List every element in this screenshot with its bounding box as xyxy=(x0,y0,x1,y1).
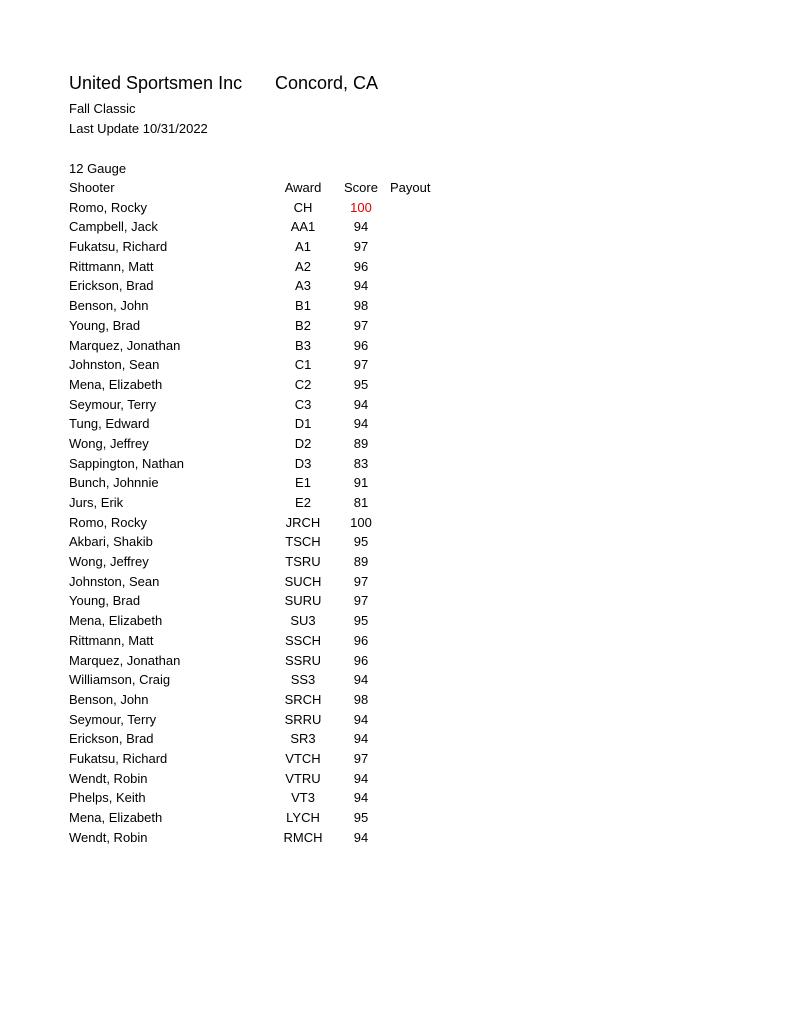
award-code: AA1 xyxy=(290,219,316,235)
score-value: 98 xyxy=(353,298,369,314)
title-line xyxy=(69,73,379,99)
shooter-name: Mena, Elizabeth xyxy=(69,810,163,825)
award-code: SS3 xyxy=(290,672,316,688)
score-value: 97 xyxy=(353,239,369,255)
award-code: VTCH xyxy=(285,750,321,766)
shooter-name: Marquez, Jonathan xyxy=(69,337,181,353)
award-code: B1 xyxy=(295,298,311,314)
score-value: 83 xyxy=(353,455,369,471)
shooter-name: Young, Brad xyxy=(69,317,141,333)
score-value: 94 xyxy=(353,711,369,727)
shooter-name: Wong, Jeffrey xyxy=(69,554,149,570)
column-header-award: Award xyxy=(284,180,322,195)
award-code: SUCH xyxy=(284,573,322,589)
shooter-name: Bunch, Johnnie xyxy=(69,475,159,491)
score-value: 94 xyxy=(353,396,369,412)
award-code: VTRU xyxy=(285,770,321,786)
award-code: E2 xyxy=(295,495,311,510)
column-header-payout: Payout xyxy=(390,180,431,195)
award-code: TSRU xyxy=(285,554,321,570)
shooter-name: Seymour, Terry xyxy=(69,396,157,412)
score-value: 94 xyxy=(353,731,369,747)
shooter-name: Mena, Elizabeth xyxy=(69,613,163,629)
shooter-name: Akbari, Shakib xyxy=(69,534,153,550)
award-code: VT3 xyxy=(291,790,315,806)
score-value: 96 xyxy=(353,632,369,648)
shooter-name: Young, Brad xyxy=(69,593,141,609)
shooter-name: Wendt, Robin xyxy=(69,770,148,786)
score-value: 94 xyxy=(353,770,369,786)
award-code: B3 xyxy=(295,337,311,353)
score-value: 97 xyxy=(353,593,369,609)
award-code: SR3 xyxy=(290,731,316,747)
award-code: CH xyxy=(293,199,313,215)
score-value: 98 xyxy=(353,691,369,707)
score-value: 96 xyxy=(353,652,369,668)
award-code: SSRU xyxy=(284,652,322,668)
shooter-name: Rittmann, Matt xyxy=(69,632,154,648)
column-header-score: Score xyxy=(344,180,378,195)
award-code: LYCH xyxy=(286,810,320,825)
shooter-name: Seymour, Terry xyxy=(69,711,157,727)
score-value: 94 xyxy=(353,672,369,688)
award-code: TSCH xyxy=(285,534,321,550)
score-value: 97 xyxy=(353,357,369,373)
award-code: E1 xyxy=(295,475,311,491)
document-header xyxy=(69,73,379,139)
award-code: SU3 xyxy=(290,613,316,629)
award-code: JRCH xyxy=(285,514,321,530)
shooter-name: Romo, Rocky xyxy=(69,199,148,215)
score-value: 100 xyxy=(350,199,372,215)
score-value: 95 xyxy=(353,534,369,550)
shooter-name: Johnston, Sean xyxy=(69,573,160,589)
award-code: B2 xyxy=(295,317,311,333)
score-value: 100 xyxy=(350,514,372,530)
award-code: D3 xyxy=(294,455,312,471)
shooter-name: Williamson, Craig xyxy=(69,672,171,688)
shooter-name: Johnston, Sean xyxy=(69,357,160,373)
score-value: 94 xyxy=(353,219,369,235)
shooter-name: Romo, Rocky xyxy=(69,514,148,530)
score-value: 97 xyxy=(353,573,369,589)
shooter-name: Erickson, Brad xyxy=(69,731,154,747)
score-value: 94 xyxy=(353,278,369,294)
shooter-name: Sappington, Nathan xyxy=(69,455,184,471)
score-value: 91 xyxy=(353,475,369,491)
score-value: 94 xyxy=(353,790,369,806)
column-header-shooter: Shooter xyxy=(69,180,115,195)
score-value: 95 xyxy=(353,810,369,825)
section-title: 12 Gauge xyxy=(69,161,127,176)
shooter-name: Fukatsu, Richard xyxy=(69,239,168,255)
shooter-name: Erickson, Brad xyxy=(69,278,154,294)
shooter-name: Fukatsu, Richard xyxy=(69,750,168,766)
location: Concord, CA xyxy=(275,73,379,93)
score-value: 95 xyxy=(353,376,369,392)
award-code: SSCH xyxy=(284,632,322,648)
score-value: 89 xyxy=(353,435,369,451)
organization-name: United Sportsmen Inc xyxy=(69,73,243,93)
award-code: C3 xyxy=(294,396,312,412)
score-value: 95 xyxy=(353,613,369,629)
award-code: D1 xyxy=(294,416,312,432)
shooter-name: Benson, John xyxy=(69,691,149,707)
score-value: 97 xyxy=(353,317,369,333)
shooter-name: Rittmann, Matt xyxy=(69,258,154,274)
award-code: D2 xyxy=(294,435,312,451)
award-code: SURU xyxy=(284,593,322,609)
shooter-name: Phelps, Keith xyxy=(69,790,146,806)
event-name: Fall Classic xyxy=(69,101,136,116)
award-code: SRRU xyxy=(284,711,322,727)
award-code: SRCH xyxy=(284,691,322,707)
shooter-name: Wendt, Robin xyxy=(69,829,148,845)
score-value: 94 xyxy=(353,416,369,432)
score-value: 96 xyxy=(353,337,369,353)
shooter-name: Marquez, Jonathan xyxy=(69,652,181,668)
last-update: Last Update 10/31/2022 xyxy=(69,121,208,136)
award-code: A3 xyxy=(295,278,311,294)
shooter-name: Wong, Jeffrey xyxy=(69,435,149,451)
score-value: 89 xyxy=(353,554,369,570)
shooter-name: Benson, John xyxy=(69,298,149,314)
shooter-name: Tung, Edward xyxy=(69,416,150,432)
score-value: 96 xyxy=(353,258,369,274)
award-code: A2 xyxy=(295,258,311,274)
shooter-name: Campbell, Jack xyxy=(69,219,158,235)
score-value: 97 xyxy=(353,750,369,766)
award-code: A1 xyxy=(295,239,311,255)
score-value: 94 xyxy=(353,829,369,845)
award-code: C2 xyxy=(294,376,312,392)
shooter-name: Mena, Elizabeth xyxy=(69,376,163,392)
award-code: RMCH xyxy=(283,829,323,845)
shooter-name: Jurs, Erik xyxy=(69,495,124,510)
score-value: 81 xyxy=(353,495,369,510)
award-code: C1 xyxy=(294,357,312,373)
